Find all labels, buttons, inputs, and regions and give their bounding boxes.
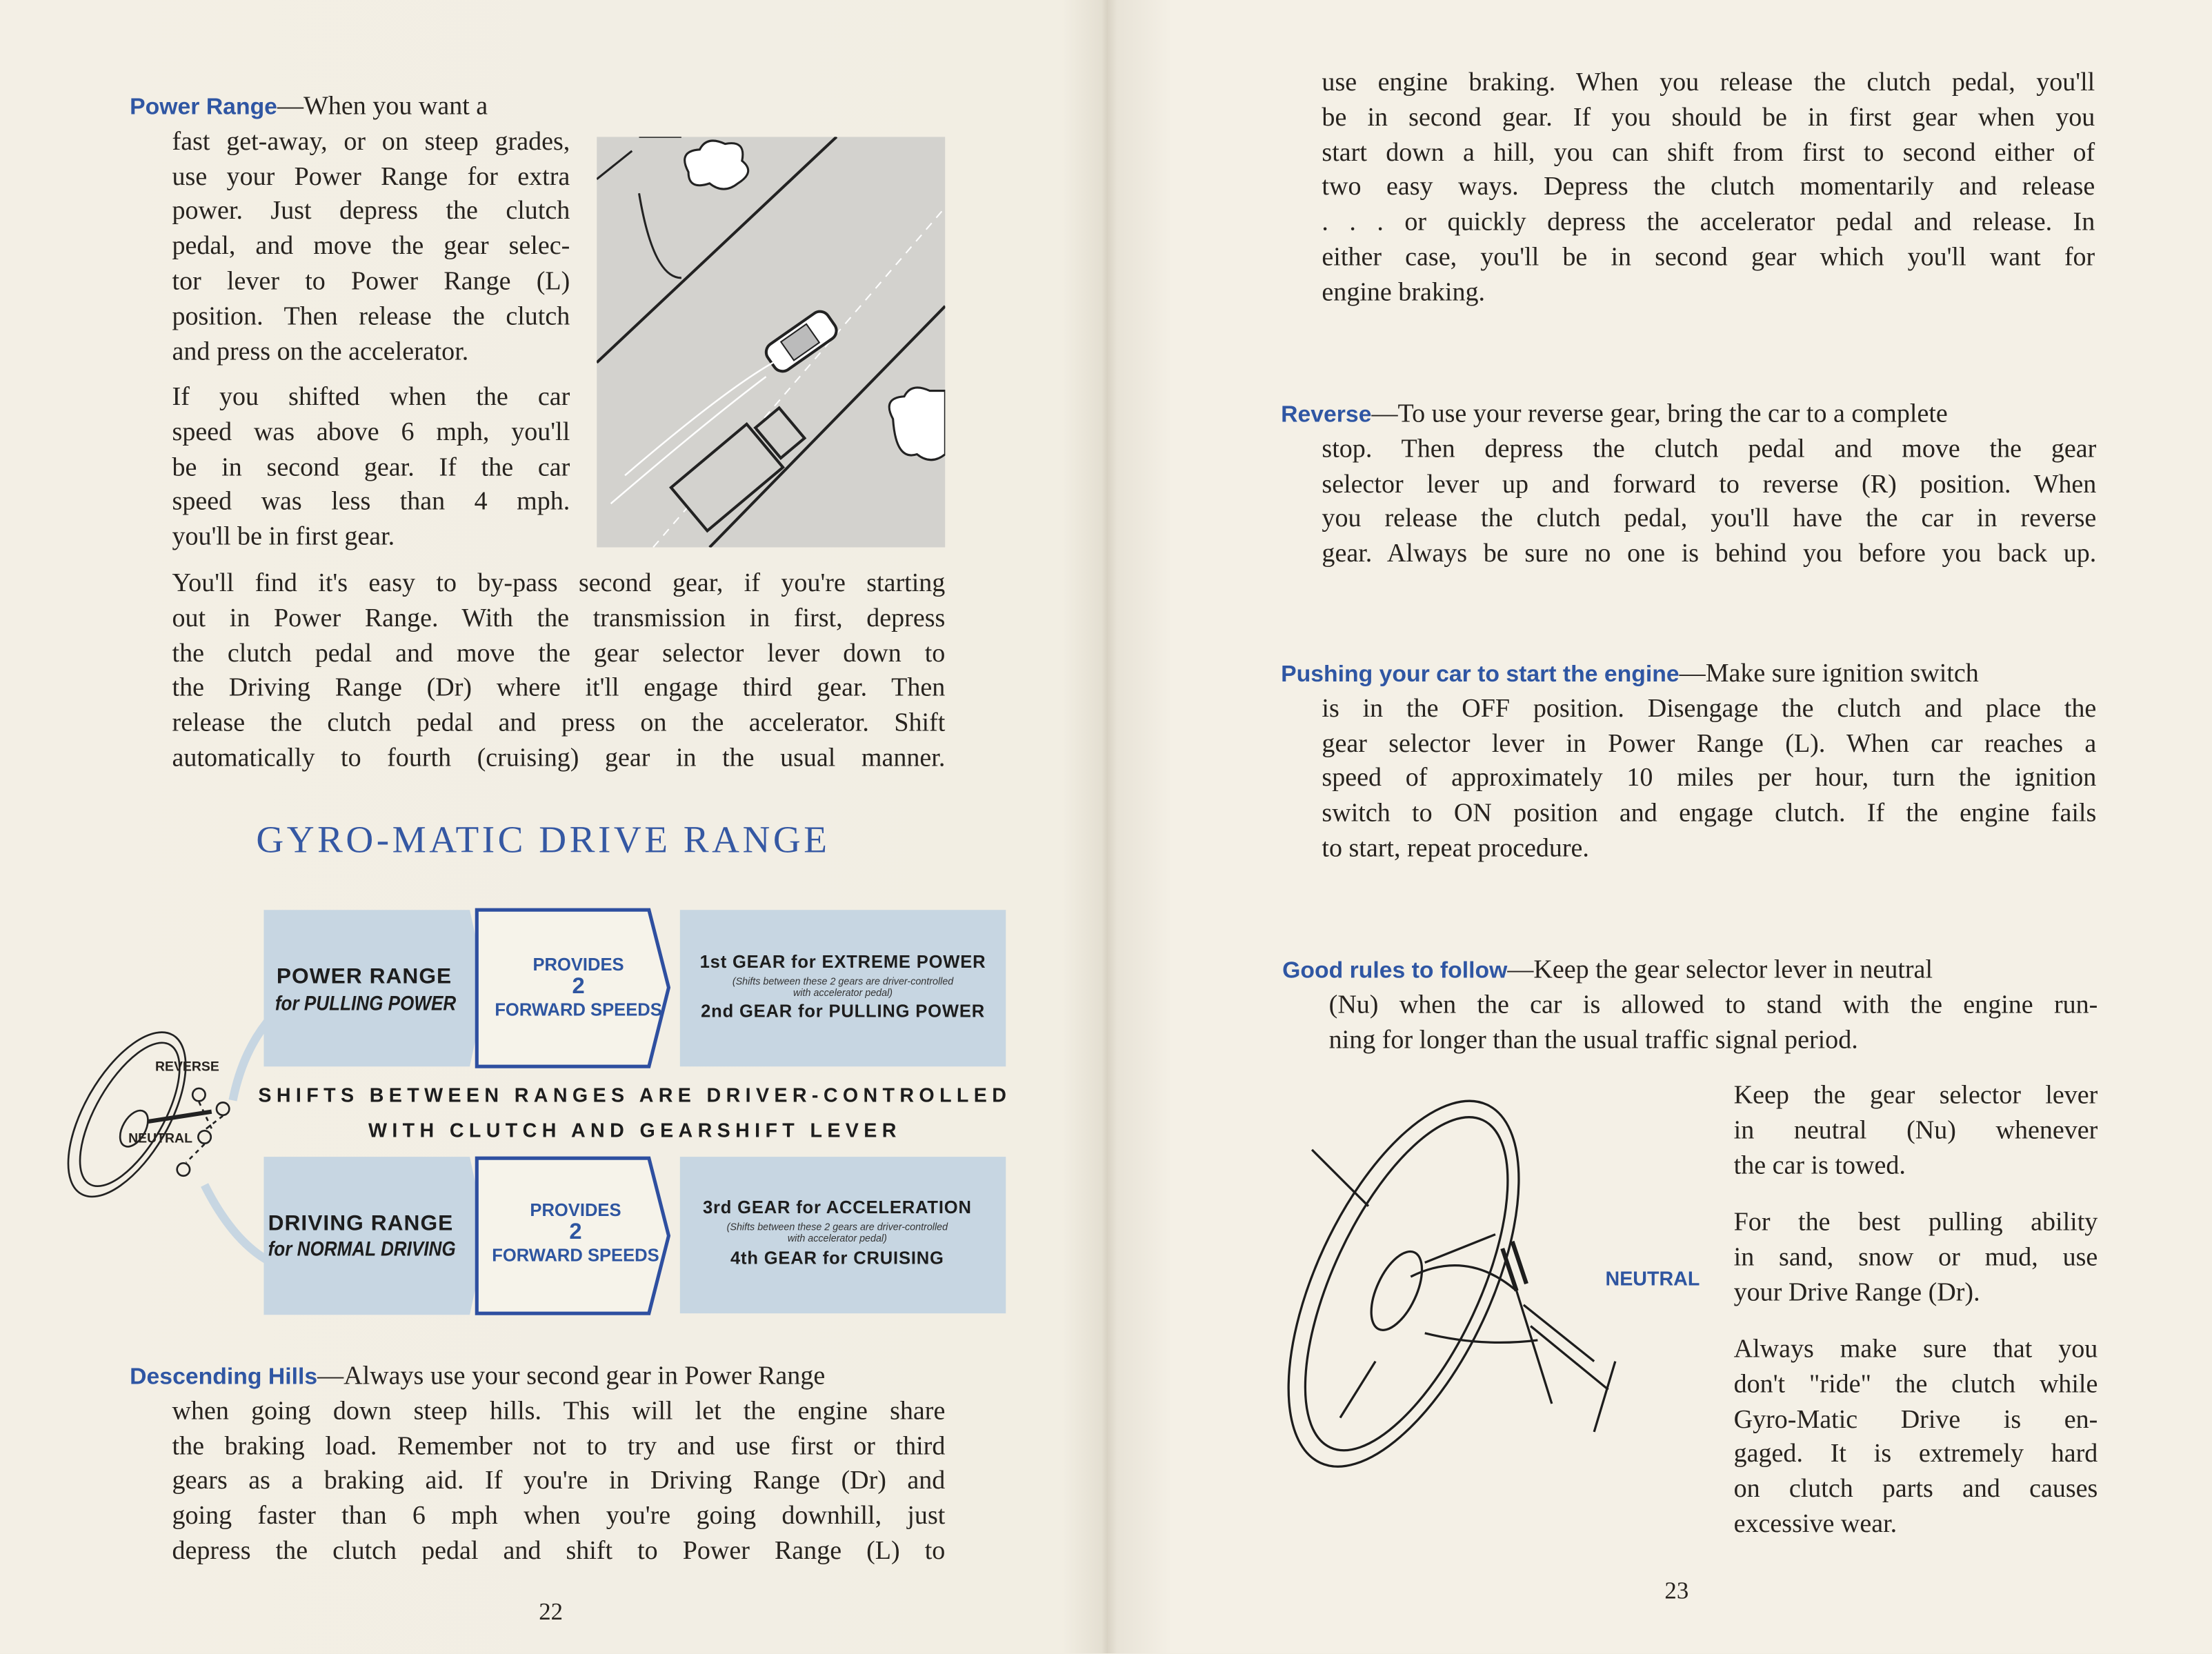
paragraph-lead: —To use your reverse gear, bring the car to a complete [1371, 399, 1948, 429]
text-line: Always make sure that you [1733, 1334, 2098, 1364]
gear-1-label: 1st GEAR for EXTREME POWER [699, 952, 986, 973]
text-line: depress the clutch pedal and shift to Power Range (L) to [172, 1536, 946, 1566]
text-line: in neutral (Nu) whenever [1733, 1115, 2098, 1146]
text-line: the Driving Range (Dr) where it'll engage third gear. Then [172, 673, 946, 704]
text-line: your Drive Range (Dr). [1733, 1277, 1980, 1308]
section-title: GYRO-MATIC DRIVE RANGE [256, 818, 830, 861]
engine-braking-paragraph [1322, 66, 2095, 311]
text-line: You'll find it's easy to by-pass second gear, if you're starting [172, 568, 946, 599]
paragraph-heading: Good rules to follow [1282, 957, 1508, 984]
diagram-shapes [0, 0, 1072, 1354]
speed-count: 2 [572, 975, 585, 999]
paragraph-heading: Reverse [1281, 401, 1372, 428]
provides-text: PROVIDES [532, 955, 624, 975]
text-line: the braking load. Remember not to try and use first or third [172, 1431, 946, 1462]
text-line: be in second gear. If the car [172, 452, 570, 482]
text-line: position. Then release the clutch [172, 301, 570, 332]
text-line: power. Just depress the clutch [172, 197, 570, 227]
text-line: you release the clutch pedal, you'll have the car in reverse [1322, 504, 2097, 534]
gear-note-2: with accelerator pedal) [793, 988, 893, 999]
speed-count: 2 [569, 1220, 582, 1244]
text-line: gear selector lever in Power Range (L). When car reaches a [1322, 728, 2097, 759]
text-line: If you shifted when the car [172, 382, 570, 412]
gear-note-4: with accelerator pedal) [787, 1234, 887, 1244]
paragraph-heading: Descending Hills [130, 1364, 318, 1390]
text-line: the clutch pedal and move the gear selector lever down to [172, 638, 946, 668]
text-line: in sand, snow or mud, use [1733, 1242, 2098, 1273]
page-number-left: 22 [539, 1598, 564, 1626]
text-line: automatically to fourth (cruising) gear in the usual manner. [172, 743, 946, 773]
text-line: excessive wear. [1733, 1509, 1897, 1540]
text-line: to start, repeat procedure. [1322, 833, 1589, 864]
reverse-paragraph [1281, 398, 2096, 573]
good-rules-paragraph [1282, 954, 2098, 1059]
driving-range-subtitle: for NORMAL DRIVING [268, 1238, 456, 1262]
text-line: For the best pulling ability [1733, 1207, 2098, 1237]
neutral-label: NEUTRAL [1605, 1266, 1700, 1290]
text-line: selector lever up and forward to reverse (R) position. When [1322, 469, 2097, 499]
text-line: on clutch parts and causes [1733, 1474, 2098, 1504]
text-line: Keep the gear selector lever [1733, 1080, 2098, 1110]
gear-4-label: 4th GEAR for CRUISING [730, 1248, 944, 1268]
paragraph-heading-line [130, 1360, 945, 1395]
power-range-provides [479, 954, 677, 1022]
text-line: use your Power Range for extra [172, 161, 570, 192]
text-line: release the clutch pedal and press on the accelerator. Shift [172, 708, 946, 739]
descending-hills-paragraph [130, 1360, 945, 1570]
speeds-text: FORWARD SPEEDS [492, 1245, 659, 1266]
text-line: . . . or quickly depress the accelerator pedal and release. In [1322, 208, 2095, 237]
driving-range-provides [477, 1199, 674, 1266]
text-line: engine braking. [1322, 277, 1486, 308]
paragraph-heading: Pushing your car to start the engine [1281, 661, 1680, 688]
text-line: and press on the accelerator. [172, 336, 469, 366]
text-line: speed was less than 4 mph. [172, 487, 570, 517]
text-line: tor lever to Power Range (L) [172, 266, 570, 297]
text-line: when going down steep hills. This will let the engine share [172, 1396, 946, 1426]
paragraph-lead: —Always use your second gear in Power Range [317, 1361, 826, 1391]
ride-clutch-paragraph [1734, 1333, 2098, 1543]
paragraph-lead: —Make sure ignition switch [1679, 659, 1979, 689]
text-line: you'll be in first gear. [172, 522, 395, 552]
text-line: the car is towed. [1733, 1150, 1906, 1181]
text-line: gears as a braking aid. If you're in Driving Range (Dr) and [172, 1466, 946, 1496]
towed-paragraph [1734, 1079, 2098, 1184]
text-line: Gyro-Matic Drive is en- [1733, 1404, 2098, 1435]
gear-2-label: 2nd GEAR for PULLING POWER [701, 1002, 985, 1022]
pushing-paragraph [1281, 657, 2096, 867]
paragraph-heading: Power Range [130, 94, 277, 120]
text-line: gear. Always be sure no one is behind you before you back up. [1322, 539, 2097, 569]
gear-3-label: 3rd GEAR for ACCELERATION [702, 1197, 972, 1218]
page-number-right: 23 [1664, 1577, 1689, 1604]
text-line: going faster than 6 mph when you're going downhill, just [172, 1501, 946, 1531]
paragraph-lead: —When you want a [277, 91, 488, 121]
power-range-subtitle: for PULLING POWER [275, 993, 457, 1016]
shifts-line-2: WITH CLUTCH AND GEARSHIFT LEVER [368, 1118, 901, 1142]
wheel-neutral-label: NEUTRAL [128, 1131, 192, 1147]
text-line: be in second gear. If you should be in first gear when you [1322, 102, 2095, 132]
paragraph-heading-line [1281, 398, 2096, 433]
text-line: two easy ways. Depress the clutch momentarily and release [1322, 172, 2095, 203]
text-line: don't "ride" the clutch while [1733, 1369, 2098, 1399]
text-line: start down a hill, you can shift from first to second either of [1322, 137, 2095, 168]
wheel-reverse-label: REVERSE [155, 1059, 219, 1075]
text-line: gaged. It is extremely hard [1733, 1439, 2098, 1469]
pulling-paragraph [1734, 1206, 2098, 1311]
text-line: pedal, and move the gear selec- [172, 231, 570, 261]
gear-note-3: (Shifts between these 2 gears are driver-controlled [726, 1223, 948, 1233]
text-line: stop. Then depress the clutch pedal and move the gear [1322, 434, 2097, 464]
shifts-line-1: SHIFTS BETWEEN RANGES ARE DRIVER-CONTROLLED [258, 1083, 1012, 1106]
text-line: out in Power Range. With the transmission in first, depress [172, 603, 946, 633]
paragraph-heading-line [1281, 657, 2096, 693]
text-line: is in the OFF position. Disengage the clutch and place the [1322, 693, 2097, 724]
steering-wheel-illustration [1270, 1093, 1637, 1488]
paragraph-heading-line [1282, 954, 2098, 989]
gear-note-1: (Shifts between these 2 gears are driver-controlled [732, 977, 954, 988]
driving-range-label: DRIVING RANGE [268, 1211, 454, 1236]
text-line: (Nu) when the car is allowed to stand with the engine run- [1328, 990, 2098, 1020]
paragraph-lead: —Keep the gear selector lever in neutral [1507, 955, 1933, 985]
text-line: speed of approximately 10 miles per hour, turn the ignition [1322, 764, 2097, 794]
speeds-text: FORWARD SPEEDS [495, 1000, 662, 1020]
text-line: fast get-away, or on steep grades, [172, 126, 570, 157]
text-line: switch to ON position and engage clutch. If the engine fails [1322, 799, 2097, 828]
provides-text: PROVIDES [530, 1200, 621, 1221]
text-line: speed was above 6 mph, you'll [172, 417, 570, 447]
small-steering-wheel-icon [44, 1014, 229, 1215]
text-line: use engine braking. When you release the clutch pedal, you'll [1322, 68, 2095, 98]
text-line: ning for longer than the usual traffic signal period. [1328, 1025, 1858, 1055]
text-line: either case, you'll be in second gear which you'll want for [1322, 242, 2095, 272]
power-range-label: POWER RANGE [276, 964, 452, 989]
